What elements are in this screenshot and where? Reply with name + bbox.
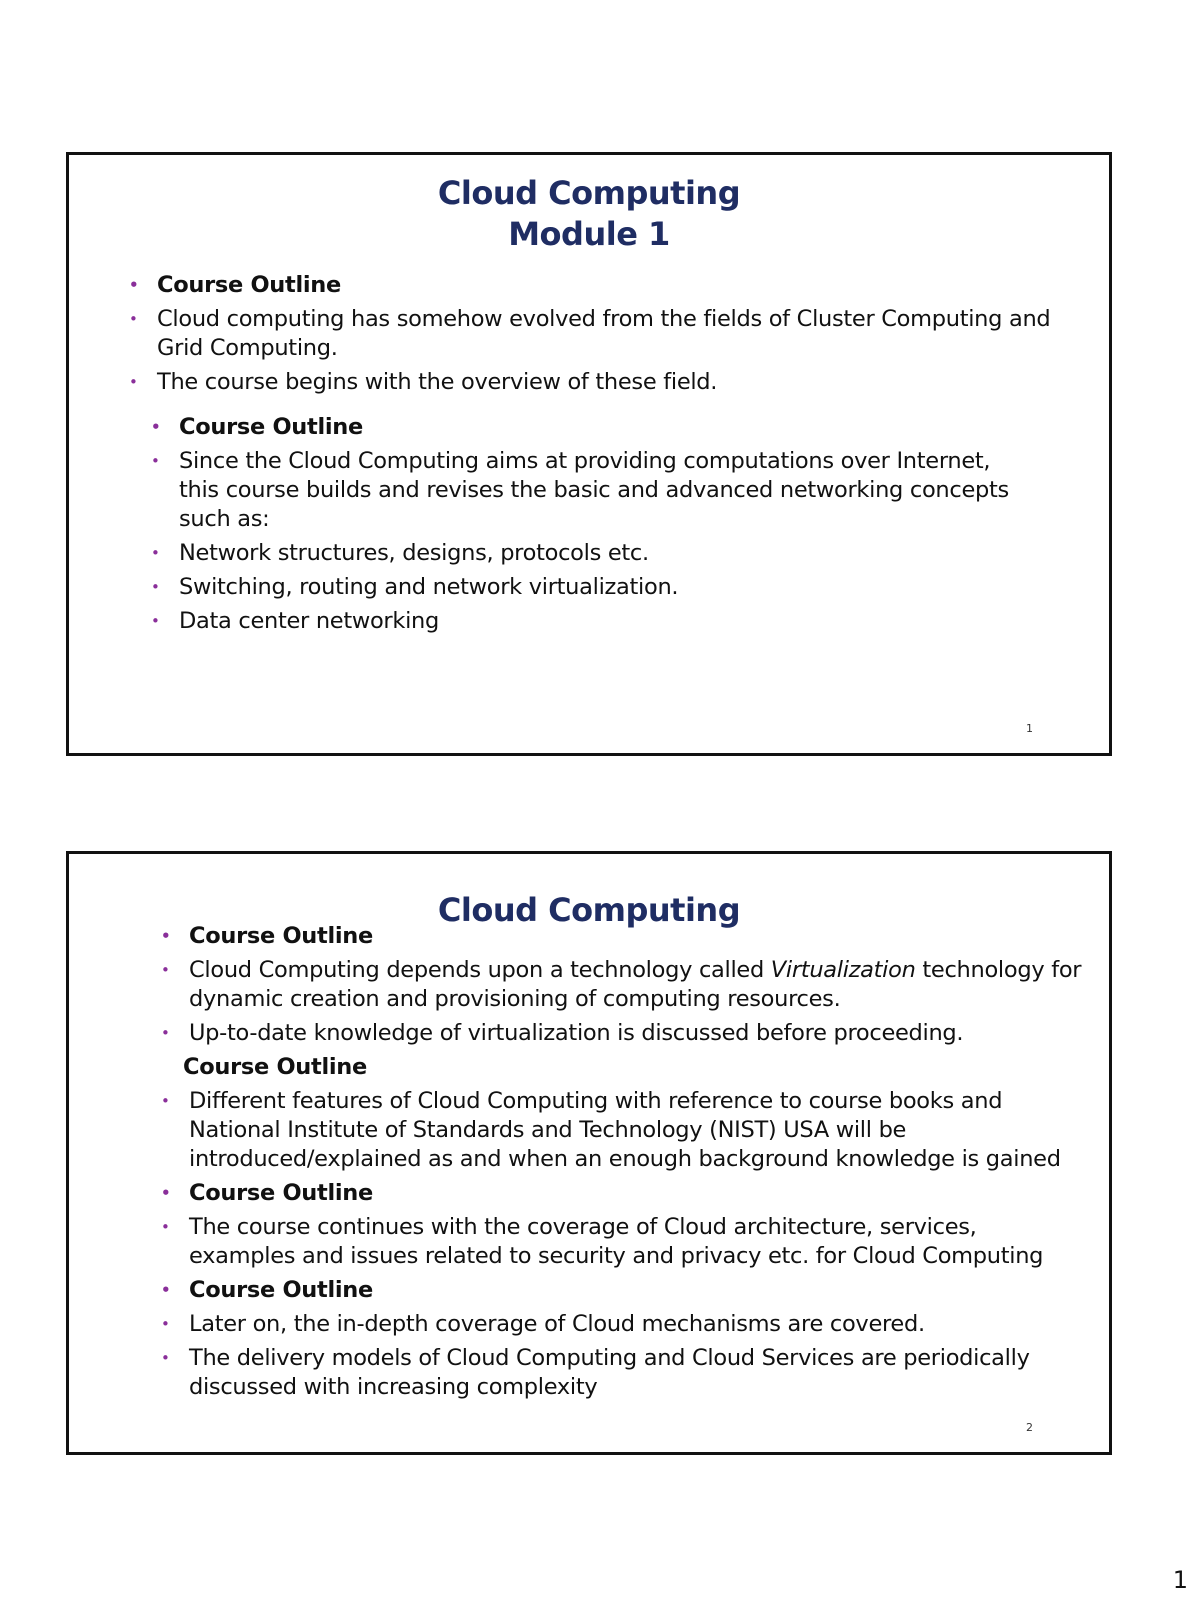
list-item-text: The course begins with the overview of these field. bbox=[157, 369, 718, 395]
slide-1-bullet-list-a bbox=[125, 271, 1085, 402]
list-item-text: Course Outline bbox=[183, 1054, 367, 1080]
slide-2-bullet-list bbox=[157, 922, 1087, 1407]
slide-1-title-line2: Module 1 bbox=[508, 214, 670, 253]
list-item bbox=[157, 1344, 1087, 1402]
list-item bbox=[125, 368, 1085, 397]
list-item-text: Course Outline bbox=[189, 1180, 373, 1206]
list-item bbox=[157, 922, 1087, 951]
list-item bbox=[125, 305, 1085, 363]
list-item-emphasis: Virtualization bbox=[770, 957, 916, 983]
bullet-icon: • bbox=[161, 1281, 171, 1299]
bullet-icon: • bbox=[151, 612, 160, 630]
list-item-text-part: Cloud Computing depends upon a technology called bbox=[189, 957, 771, 983]
list-item bbox=[157, 1053, 1087, 1082]
bullet-icon: • bbox=[161, 927, 171, 945]
bullet-icon: • bbox=[161, 1218, 170, 1236]
bullet-icon: • bbox=[129, 276, 139, 294]
list-item-text: Data center networking bbox=[179, 608, 439, 634]
slide-1 bbox=[66, 152, 1112, 756]
bullet-icon: • bbox=[151, 418, 161, 436]
slide-2 bbox=[66, 851, 1112, 1455]
slide-number: 2 bbox=[1026, 1421, 1033, 1434]
slide-1-bullet-list-b bbox=[147, 413, 1027, 641]
list-item-text: Later on, the in-depth coverage of Cloud mechanisms are covered. bbox=[189, 1311, 925, 1337]
list-item-text: Course Outline bbox=[189, 923, 373, 949]
list-item bbox=[157, 1019, 1087, 1048]
bullet-icon: • bbox=[161, 1092, 170, 1110]
list-item bbox=[157, 1087, 1087, 1174]
bullet-icon: • bbox=[161, 1349, 170, 1367]
list-item-text: The course continues with the coverage of Cloud architecture, services, examples and issues related to security and privacy etc. for Cloud Computing bbox=[189, 1214, 1044, 1269]
list-item-text-part: technology for dynamic creation and provisioning of computing resources. bbox=[189, 957, 1082, 1012]
list-item bbox=[125, 271, 1085, 300]
list-item-text: Course Outline bbox=[179, 414, 363, 440]
bullet-icon: • bbox=[161, 1024, 170, 1042]
list-item bbox=[147, 413, 1027, 442]
list-item-text: Course Outline bbox=[157, 272, 341, 298]
bullet-icon: • bbox=[161, 961, 170, 979]
bullet-icon: • bbox=[151, 452, 160, 470]
list-item bbox=[147, 607, 1027, 636]
list-item bbox=[157, 1310, 1087, 1339]
list-item bbox=[147, 573, 1027, 602]
bullet-icon: • bbox=[151, 544, 160, 562]
bullet-icon: • bbox=[129, 310, 138, 328]
bullet-icon: • bbox=[161, 1184, 171, 1202]
list-item bbox=[147, 447, 1027, 534]
list-item-text: Different features of Cloud Computing with reference to course books and National Institute of Standards and Technology (NIST) USA will be introduced/explained as and when an enough background knowledge is gained bbox=[189, 1088, 1061, 1172]
page-number: 1 bbox=[1172, 1566, 1188, 1594]
list-item bbox=[147, 539, 1027, 568]
list-item-text: The delivery models of Cloud Computing and Cloud Services are periodically discussed with increasing complexity bbox=[189, 1345, 1030, 1400]
list-item bbox=[157, 1276, 1087, 1305]
list-item-text: Network structures, designs, protocols etc. bbox=[179, 540, 649, 566]
bullet-icon: • bbox=[151, 578, 160, 596]
slide-1-title bbox=[69, 173, 1109, 255]
list-item bbox=[157, 1213, 1087, 1271]
list-item-text: Course Outline bbox=[189, 1277, 373, 1303]
bullet-icon: • bbox=[129, 373, 138, 391]
list-item bbox=[157, 956, 1087, 1014]
bullet-icon: • bbox=[161, 1315, 170, 1333]
slide-1-title-line1: Cloud Computing bbox=[437, 174, 741, 212]
list-item-text: Up-to-date knowledge of virtualization is discussed before proceeding. bbox=[189, 1020, 964, 1046]
list-item bbox=[157, 1179, 1087, 1208]
list-item-text: Since the Cloud Computing aims at providing computations over Internet, this course builds and revises the basic and advanced networking concepts such as: bbox=[179, 448, 1009, 532]
slide-number: 1 bbox=[1026, 722, 1033, 735]
slide-2-title-text: Cloud Computing bbox=[437, 891, 741, 929]
list-item-text: Cloud computing has somehow evolved from the fields of Cluster Computing and Grid Computing. bbox=[157, 306, 1051, 361]
list-item-text: Switching, routing and network virtualization. bbox=[179, 574, 679, 600]
